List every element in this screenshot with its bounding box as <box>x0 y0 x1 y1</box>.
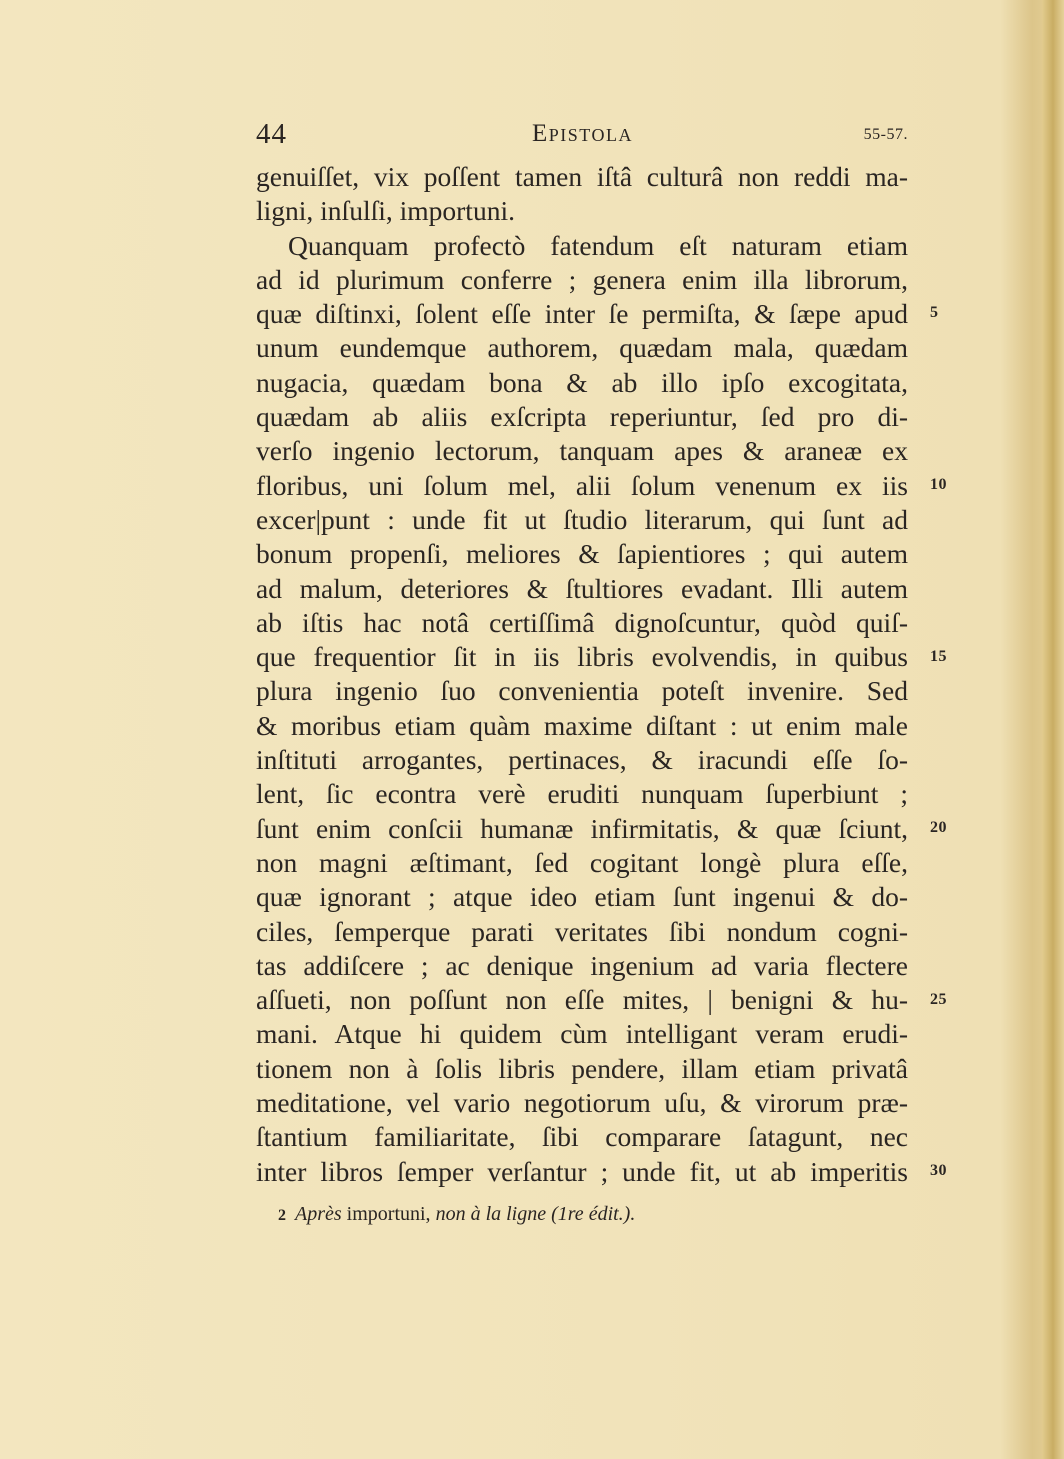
text-line: genuiſſet, vix poſſent tamen iſtâ culturâ non reddi ma- <box>256 161 908 192</box>
text-line: plura ingenio ſuo convenientia poteſt invenire. Sed <box>256 675 908 707</box>
text-line: tas addiſcere ; ac denique ingenium ad varia flectere <box>256 949 908 981</box>
text-line: & moribus etiam quàm maxime diſtant : ut enim male <box>256 709 908 741</box>
footnote-text: importuni, <box>346 1203 431 1225</box>
line-number: 30 <box>930 1162 947 1179</box>
text-line: aſſueti, non poſſunt non eſſe mites, | benigni & hu- <box>256 984 908 1016</box>
text-line: ad id plurimum conferre ; genera enim illa librorum, <box>256 263 908 295</box>
footnote <box>278 1203 635 1226</box>
footnote-edition-note: (1re édit.). <box>551 1203 636 1225</box>
text-line: unum eundemque authorem, quædam mala, quædam <box>256 332 908 364</box>
page-edge <box>1042 0 1064 1459</box>
line-number: 15 <box>930 648 947 665</box>
text-line: verſo ingenio lectorum, tanquam apes & araneæ ex <box>256 435 908 467</box>
text-line: floribus, uni ſolum mel, alii ſolum venenum ex iis <box>256 469 908 501</box>
page-number: 44 <box>256 118 287 150</box>
text-line: mani. Atque hi quidem cùm intelligant veram erudi- <box>256 1018 908 1050</box>
section-reference: 55-57. <box>863 126 908 143</box>
text-line: non magni æſtimant, ſed cogitant longè plura eſſe, <box>256 846 908 878</box>
line-number: 25 <box>930 991 947 1008</box>
text-line: nugacia, quædam bona & ab illo ipſo excogitata, <box>256 366 908 398</box>
running-title: Epistola <box>532 120 633 147</box>
footnote-italic-text: Après <box>295 1203 342 1225</box>
text-line: quæ diſtinxi, ſolent eſſe inter ſe permiſta, & ſæpe apud <box>256 298 908 330</box>
text-line: quæ ignorant ; atque ideo etiam ſunt ingenui & do- <box>256 881 908 913</box>
text-line: ad malum, deteriores & ſtultiores evadant. Illi autem <box>256 572 908 604</box>
text-line: lent, ſic econtra verè eruditi nunquam ſuperbiunt ; <box>256 778 908 810</box>
main-text-block <box>256 160 908 1189</box>
text-line: tionem non à ſolis libris pendere, illam etiam privatâ <box>256 1052 908 1084</box>
line-number: 20 <box>930 819 947 836</box>
page-header <box>256 116 908 150</box>
text-line: quædam ab aliis exſcripta reperiuntur, ſed pro di- <box>256 401 908 433</box>
text-line: Quanquam profectò fatendum eſt naturam etiam <box>288 229 908 261</box>
text-line: inſtituti arrogantes, pertinaces, & iracundi eſſe ſo- <box>256 744 908 776</box>
text-line: inter libros ſemper verſantur ; unde fit, ut ab imperitis <box>256 1155 908 1187</box>
text-line: meditatione, vel vario negotiorum uſu, & virorum præ- <box>256 1087 908 1119</box>
text-line: ab iſtis hac notâ certiſſimâ dignoſcuntur, quòd quiſ- <box>256 606 908 638</box>
footnote-number: 2 <box>278 1207 286 1224</box>
text-line: ligni, inſulſi, importuni. <box>256 195 515 227</box>
line-number: 5 <box>930 304 939 321</box>
text-line: que frequentior ſit in iis libris evolvendis, in quibus <box>256 641 908 673</box>
text-line: bonum propenſi, meliores & ſapientiores ; qui autem <box>256 538 908 570</box>
text-line: ſunt enim conſcii humanæ infirmitatis, & quæ ſciunt, <box>256 812 908 844</box>
text-line: ſtantium familiaritate, ſibi comparare ſatagunt, nec <box>256 1121 908 1153</box>
text-line: ciles, ſemperque parati veritates ſibi nondum cogni- <box>256 915 908 947</box>
text-line: excer|punt : unde fit ut ſtudio literarum, qui ſunt ad <box>256 503 908 535</box>
line-number: 10 <box>930 476 947 493</box>
footnote-italic-text: non à la ligne <box>435 1203 547 1225</box>
